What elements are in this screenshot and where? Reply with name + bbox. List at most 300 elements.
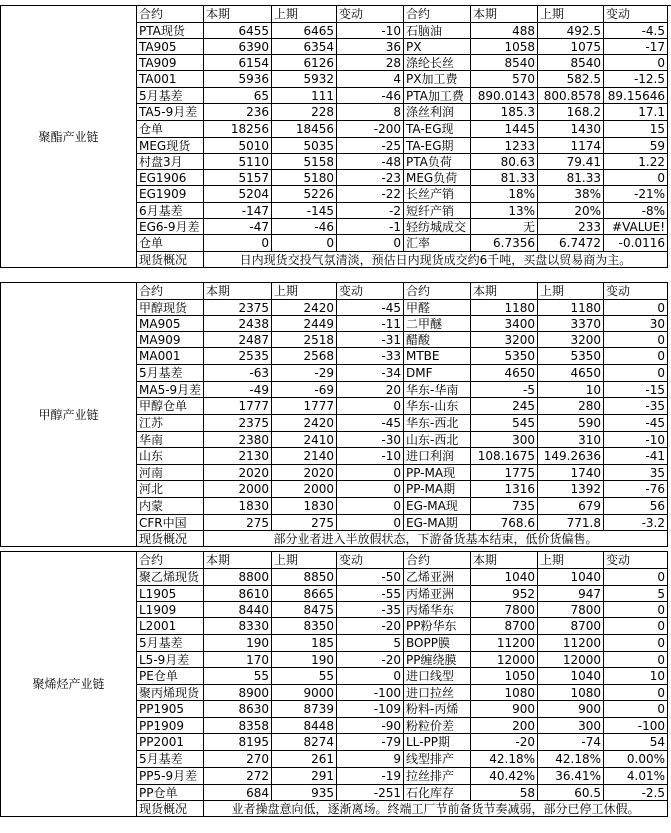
value-cell: 1075 [538,39,604,55]
value-cell: 5158 [272,154,337,170]
value-cell: 54 [604,734,668,751]
value-cell: 89.15646 [604,88,668,104]
value-cell: 190 [204,635,272,652]
spot-overview-label: 现货概况 [137,531,204,547]
value-cell: 900 [538,701,604,718]
row-label-cell: 短纤产销 [404,203,471,219]
value-cell: 1777 [272,398,337,415]
header-row [1,283,668,300]
value-cell: 261 [272,751,337,768]
value-cell: 1316 [471,481,538,498]
spot-overview-label: 现货概况 [137,252,204,268]
value-cell: 10 [538,382,604,398]
column-header: 合约 [404,6,471,23]
value-cell: 275 [272,515,337,531]
section-table [0,551,668,817]
row-label-cell: TA001 [137,71,204,88]
row-label-cell: PP-MA期 [404,481,471,498]
column-header: 本期 [204,552,272,569]
column-header: 本期 [471,6,538,23]
row-label-cell: L1905 [137,586,204,602]
value-cell: 200 [471,718,538,734]
value-cell: 8440 [204,602,272,618]
value-cell: 2140 [272,448,337,465]
value-cell: -21% [604,186,668,203]
value-cell: 275 [204,515,272,531]
value-cell: 1233 [471,138,538,154]
value-cell: 2518 [272,332,337,348]
value-cell: 4 [337,71,404,88]
value-cell: -100 [337,685,404,701]
value-cell: 0 [337,398,404,415]
value-cell: 684 [204,785,272,801]
value-cell: 679 [538,498,604,515]
spot-overview-text: 部分业者进入半放假状态，下游备货基本结束，低价货偏售。 [204,531,668,547]
value-cell: -48 [337,154,404,170]
value-cell: -20 [337,618,404,635]
value-cell: 735 [471,498,538,515]
value-cell: 228 [272,104,337,121]
value-cell: -63 [204,365,272,382]
value-cell: 6390 [204,39,272,55]
value-cell: -46 [272,219,337,235]
value-cell: 168.2 [538,104,604,121]
value-cell: -12.5 [604,71,668,88]
value-cell: 2020 [204,465,272,481]
row-label-cell: 5月基差 [137,635,204,652]
row-label-cell: DMF [404,365,471,382]
value-cell: 935 [272,785,337,801]
section-table [0,282,668,547]
value-cell: 2020 [272,465,337,481]
value-cell: 0 [337,481,404,498]
value-cell: 6.7356 [471,235,538,252]
section-title: 聚酯产业链 [1,6,137,268]
row-label-cell: 5月基差 [137,751,204,768]
value-cell: 5157 [204,170,272,186]
value-cell: -74 [538,734,604,751]
value-cell: 65 [204,88,272,104]
value-cell: -23 [337,170,404,186]
value-cell: -30 [337,432,404,448]
row-label-cell: 丙烯亚洲 [404,586,471,602]
value-cell: 12000 [538,652,604,668]
value-cell: 2375 [204,415,272,432]
value-cell: 5 [604,586,668,602]
row-label-cell: 线型排产 [404,751,471,768]
value-cell: 20% [538,203,604,219]
value-cell: 2438 [204,316,272,332]
row-label-cell: PP-MA现 [404,465,471,481]
row-label-cell: MA001 [137,348,204,365]
value-cell: 8 [337,104,404,121]
value-cell: 18256 [204,121,272,138]
column-header: 合约 [137,6,204,23]
row-label-cell: L1909 [137,602,204,618]
value-cell: 236 [204,104,272,121]
value-cell: 310 [538,432,604,448]
value-cell: 8540 [471,55,538,71]
value-cell: 55 [272,668,337,685]
header-row [1,552,668,569]
value-cell: -17 [604,39,668,55]
column-header: 变动 [604,6,668,23]
value-cell: -3.2 [604,515,668,531]
value-cell: 768.6 [471,515,538,531]
value-cell: 38% [538,186,604,203]
column-header: 合约 [137,283,204,300]
value-cell: -15 [604,382,668,398]
column-header: 本期 [471,552,538,569]
value-cell: 1830 [204,498,272,515]
value-cell: -35 [604,398,668,415]
value-cell: 8800 [204,569,272,586]
value-cell: 1058 [471,39,538,55]
value-cell: 42.18% [538,751,604,768]
value-cell: 0 [337,465,404,481]
header-row [1,6,668,23]
value-cell: -200 [337,121,404,138]
value-cell: -50 [337,569,404,586]
value-cell: 0.00% [604,751,668,768]
value-cell: 8700 [471,618,538,635]
row-label-cell: 6月基差 [137,203,204,219]
value-cell: -2.5 [604,785,668,801]
value-cell: 5180 [272,170,337,186]
value-cell: 5035 [272,138,337,154]
value-cell: 8700 [538,618,604,635]
value-cell: 36.41% [538,768,604,785]
value-cell: 0 [337,498,404,515]
value-cell: -251 [337,785,404,801]
value-cell: 492.5 [538,23,604,39]
column-header: 变动 [604,283,668,300]
value-cell: 5204 [204,186,272,203]
value-cell: 6455 [204,23,272,39]
value-cell: 11200 [471,635,538,652]
value-cell: 0 [604,170,668,186]
value-cell: 18% [471,186,538,203]
section-table [0,5,668,268]
value-cell: 245 [471,398,538,415]
value-cell: 2487 [204,332,272,348]
row-label-cell: L5-9月差 [137,652,204,668]
row-label-cell: 江苏 [137,415,204,432]
value-cell: -20 [337,652,404,668]
value-cell: -45 [604,415,668,432]
value-cell: 2000 [272,481,337,498]
value-cell: 60.5 [538,785,604,801]
value-cell: 185 [272,635,337,652]
row-label-cell: TA-EG现 [404,121,471,138]
row-label-cell: BOPP膜 [404,635,471,652]
value-cell: -90 [337,718,404,734]
row-label-cell: 进口拉丝 [404,685,471,701]
value-cell: 3400 [471,316,538,332]
value-cell: 2449 [272,316,337,332]
row-label-cell: PP仓单 [137,785,204,801]
value-cell: 0 [604,55,668,71]
value-cell: -100 [604,718,668,734]
value-cell: 4.01% [604,768,668,785]
value-cell: 1430 [538,121,604,138]
row-label-cell: 村盘3月 [137,154,204,170]
column-header: 上期 [272,283,337,300]
value-cell: 900 [471,701,538,718]
value-cell: 0 [337,235,404,252]
value-cell: 1174 [538,138,604,154]
value-cell: 1445 [471,121,538,138]
value-cell: -20 [471,734,538,751]
value-cell: 30 [604,316,668,332]
value-cell: 11200 [538,635,604,652]
value-cell: 6126 [272,55,337,71]
row-label-cell: MA909 [137,332,204,348]
value-cell: -10 [337,448,404,465]
column-header: 合约 [404,552,471,569]
value-cell: 1.22 [604,154,668,170]
value-cell: -145 [272,203,337,219]
spot-overview-text: 业者操盘意向低，逐渐离场。终端工厂节前备货节奏减弱，部分已停工休假。 [204,801,668,817]
value-cell: 8665 [272,586,337,602]
value-cell: -41 [604,448,668,465]
value-cell: 6154 [204,55,272,71]
row-label-cell: 5月基差 [137,88,204,104]
row-label-cell: 进口线型 [404,668,471,685]
row-label-cell: 拉丝排产 [404,768,471,785]
value-cell: 3200 [538,332,604,348]
value-cell: 13% [471,203,538,219]
value-cell: 300 [471,432,538,448]
value-cell: 28 [337,55,404,71]
row-label-cell: 华东-西北 [404,415,471,432]
column-header: 上期 [272,6,337,23]
value-cell: 545 [471,415,538,432]
value-cell: 1830 [272,498,337,515]
value-cell: 291 [272,768,337,785]
value-cell: 80.63 [471,154,538,170]
value-cell: 15 [604,121,668,138]
value-cell: 40.42% [471,768,538,785]
value-cell: 149.2636 [538,448,604,465]
value-cell: 1740 [538,465,604,481]
value-cell: 1080 [538,685,604,701]
row-label-cell: 华东-山东 [404,398,471,415]
row-label-cell: 甲醇现货 [137,300,204,316]
row-label-cell: TA909 [137,55,204,71]
value-cell: 7800 [471,602,538,618]
value-cell: -31 [337,332,404,348]
value-cell: 947 [538,586,604,602]
value-cell: 5932 [272,71,337,88]
value-cell: 800.8578 [538,88,604,104]
value-cell: 170 [204,652,272,668]
value-cell: 570 [471,71,538,88]
row-label-cell: MEG现货 [137,138,204,154]
value-cell: 8739 [272,701,337,718]
row-label-cell: TA-EG期 [404,138,471,154]
row-label-cell: 石化库存 [404,785,471,801]
row-label-cell: PP5-9月差 [137,768,204,785]
value-cell: 5 [337,635,404,652]
value-cell: 3200 [471,332,538,348]
value-cell: -46 [337,88,404,104]
value-cell: -79 [337,734,404,751]
value-cell: 5110 [204,154,272,170]
row-label-cell: PP1909 [137,718,204,734]
value-cell: 5226 [272,186,337,203]
value-cell: 108.1675 [471,448,538,465]
row-label-cell: 汇率 [404,235,471,252]
column-header: 变动 [604,552,668,569]
row-label-cell: 山东-西北 [404,432,471,448]
value-cell: 8540 [538,55,604,71]
value-cell: 2000 [204,481,272,498]
row-label-cell: EG-MA现 [404,498,471,515]
value-cell: 190 [272,652,337,668]
value-cell: 952 [471,586,538,602]
row-label-cell: PX加工费 [404,71,471,88]
value-cell: 0 [604,602,668,618]
value-cell: 2535 [204,348,272,365]
value-cell: 2420 [272,415,337,432]
row-label-cell: MTBE [404,348,471,365]
row-label-cell: 轻纺城成交 [404,219,471,235]
value-cell: 79.41 [538,154,604,170]
value-cell: 280 [538,398,604,415]
value-cell: 20 [337,382,404,398]
value-cell: 9000 [272,685,337,701]
value-cell: 0 [604,569,668,586]
value-cell: 582.5 [538,71,604,88]
row-label-cell: 粉粒价差 [404,718,471,734]
value-cell: 0 [604,618,668,635]
value-cell: 1040 [538,569,604,586]
value-cell: -5 [471,382,538,398]
row-label-cell: 进口利润 [404,448,471,465]
row-label-cell: 二甲醚 [404,316,471,332]
row-label-cell: L2001 [137,618,204,635]
row-label-cell: PTA负荷 [404,154,471,170]
row-label-cell: PP2001 [137,734,204,751]
row-label-cell: 甲醇仓单 [137,398,204,415]
value-cell: -35 [337,602,404,618]
value-cell: 0 [604,701,668,718]
value-cell: 270 [204,751,272,768]
row-label-cell: CFR中国 [137,515,204,531]
value-cell: 8350 [272,618,337,635]
value-cell: 1180 [538,300,604,316]
value-cell: -25 [337,138,404,154]
row-label-cell: TA5-9月差 [137,104,204,121]
value-cell: 0 [604,332,668,348]
value-cell: -45 [337,415,404,432]
value-cell: 300 [538,718,604,734]
value-cell: 1040 [538,668,604,685]
row-label-cell: PP1905 [137,701,204,718]
row-label-cell: 醋酸 [404,332,471,348]
value-cell: -33 [337,348,404,365]
value-cell: 0 [604,685,668,701]
value-cell: 8850 [272,569,337,586]
value-cell: -4.5 [604,23,668,39]
column-header: 本期 [204,283,272,300]
value-cell: 1775 [471,465,538,481]
row-label-cell: 仓单 [137,235,204,252]
value-cell: -45 [337,300,404,316]
value-cell: 1050 [471,668,538,685]
column-header: 本期 [204,6,272,23]
value-cell: #VALUE! [604,219,668,235]
row-label-cell: 甲醛 [404,300,471,316]
value-cell: 2130 [204,448,272,465]
value-cell: -69 [272,382,337,398]
row-label-cell: 5月基差 [137,365,204,382]
value-cell: 2420 [272,300,337,316]
row-label-cell: 粉料-丙烯 [404,701,471,718]
value-cell: 5350 [471,348,538,365]
row-label-cell: 长丝产销 [404,186,471,203]
row-label-cell: 聚丙烯现货 [137,685,204,701]
value-cell: 8274 [272,734,337,751]
row-label-cell: 涤丝利润 [404,104,471,121]
value-cell: 12000 [471,652,538,668]
row-label-cell: 石脑油 [404,23,471,39]
row-label-cell: 华东-华南 [404,382,471,398]
row-label-cell: 河北 [137,481,204,498]
value-cell: 1040 [471,569,538,586]
row-label-cell: EG1906 [137,170,204,186]
row-label-cell: PP缠绕膜 [404,652,471,668]
value-cell: 10 [604,668,668,685]
value-cell: 17.1 [604,104,668,121]
value-cell: 6465 [272,23,337,39]
value-cell: 3370 [538,316,604,332]
value-cell: 5936 [204,71,272,88]
value-cell: 488 [471,23,538,39]
value-cell: -47 [204,219,272,235]
row-label-cell: 山东 [137,448,204,465]
value-cell: -29 [272,365,337,382]
value-cell: 35 [604,465,668,481]
row-label-cell: PE仓单 [137,668,204,685]
spot-overview-text: 日内现货交投气氛清淡，预估日内现货成交约6千吨，买盘以贸易商为主。 [204,252,668,268]
value-cell: 0 [272,235,337,252]
row-label-cell: 涤纶长丝 [404,55,471,71]
value-cell: 2380 [204,432,272,448]
column-header: 变动 [337,552,404,569]
row-label-cell: 华南 [137,432,204,448]
value-cell: 233 [538,219,604,235]
value-cell: 0 [604,348,668,365]
section-title: 甲醇产业链 [1,283,137,547]
value-cell: 771.8 [538,515,604,531]
row-label-cell: MEG负荷 [404,170,471,186]
value-cell: 0 [604,635,668,652]
value-cell: 8630 [204,701,272,718]
row-label-cell: PTA现货 [137,23,204,39]
row-label-cell: 聚乙烯现货 [137,569,204,586]
value-cell: 36 [337,39,404,55]
value-cell: -10 [604,432,668,448]
row-label-cell: 河南 [137,465,204,481]
value-cell: 55 [204,668,272,685]
value-cell: -0.0116 [604,235,668,252]
value-cell: 58 [471,785,538,801]
value-cell: -55 [337,586,404,602]
value-cell: 8448 [272,718,337,734]
value-cell: 2375 [204,300,272,316]
